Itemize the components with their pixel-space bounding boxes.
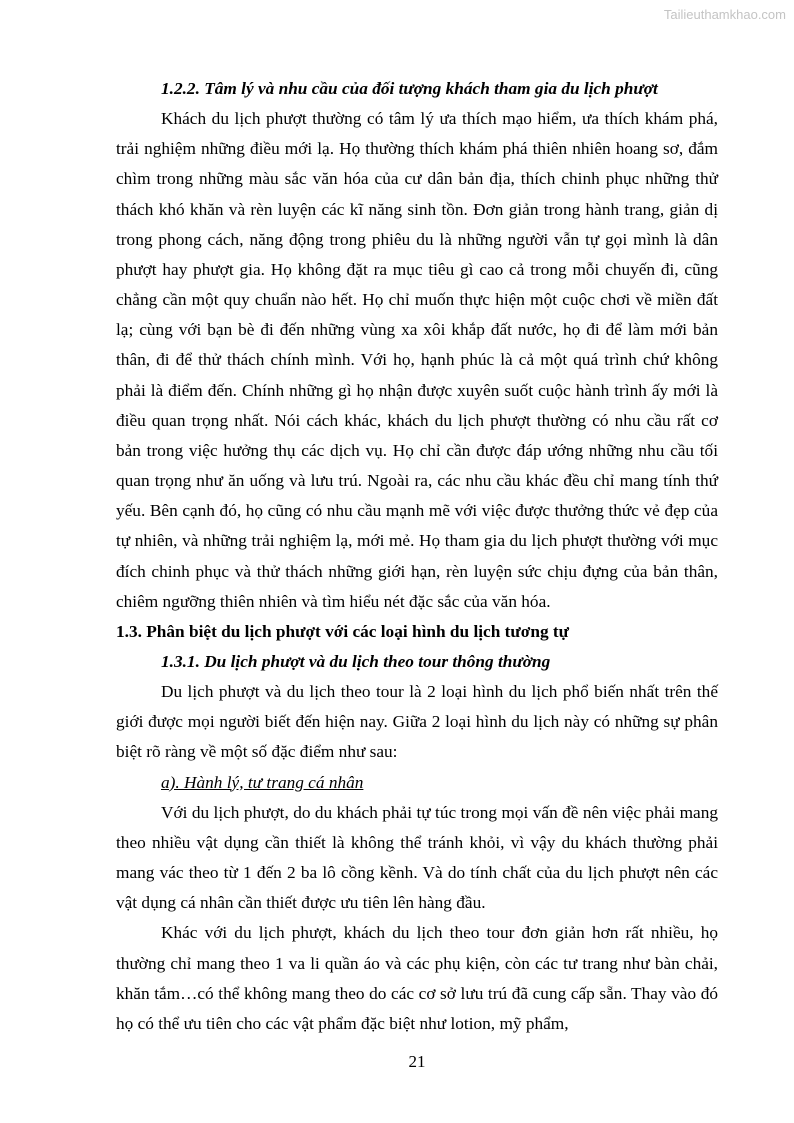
- section-heading-1-2-2: 1.2.2. Tâm lý và nhu cầu của đối tượng khách tham gia du lịch phượt: [161, 79, 658, 98]
- section-heading-1-3: 1.3. Phân biệt du lịch phượt với các loại hình du lịch tương tự: [116, 621, 570, 641]
- section-heading-1-3-1: 1.3.1. Du lịch phượt và du lịch theo tour thông thường: [161, 651, 551, 671]
- paragraph-luggage-backpacker: Với du lịch phượt, do du khách phải tự túc trong mọi vấn đề nên việc phải mang theo nhiều vật dụng cần thiết là không thể tránh khỏi, vì vậy du khách thường phải mang vác theo từ 1 đến 2 ba lô cồng kềnh. Và do tính chất của du lịch phượt nên các vật dụng cá nhân cần thiết được ưu tiên lên hàng đầu.: [116, 802, 718, 913]
- paragraph-luggage-tour: Khác với du lịch phượt, khách du lịch theo tour đơn giản hơn rất nhiều, họ thường chỉ mang theo 1 va li quần áo và các phụ kiện, còn các tư trang như bàn chải, khăn tắm…có thể không mang theo do các cơ sở lưu trú đã cung cấp sẵn. Thay vào đó họ có thể ưu tiên cho các vật phẩm đặc biệt như lotion, mỹ phẩm,: [116, 923, 718, 1033]
- paragraph-intro: Du lịch phượt và du lịch theo tour là 2 loại hình du lịch phổ biến nhất trên thế giới được mọi người biết đến hiện nay. Giữa 2 loại hình du lịch này có những sự phân biệt rõ ràng về một số đặc điểm như sau:: [116, 682, 718, 762]
- page-number: 21: [408, 1052, 426, 1071]
- subheading-luggage: a). Hành lý, tư trang cá nhân: [161, 772, 364, 792]
- watermark: Tailieuthamkhao.com: [663, 7, 786, 22]
- paragraph-psychology: Khách du lịch phượt thường có tâm lý ưa thích mạo hiểm, ưa thích khám phá, trải nghiệm những điều mới lạ. Họ thường thích khám phá thiên nhiên hoang sơ, đắm chìm trong những màu sắc văn hóa của cư dân bản địa, thích chinh phục những thử thách khó khăn và rèn luyện các kĩ năng sinh tồn. Đơn giản trong hành trang, giản dị trong phong cách, năng động trong phiêu du là những người vẫn tự gọi mình là dân phượt hay phượt gia. Họ không đặt ra mục tiêu gì cao cả trong mỗi chuyến đi, cũng chẳng cần một quy chuẩn nào hết. Họ chỉ muốn thực hiện một cuộc chơi về miền đất lạ; cùng với bạn bè đi đến những vùng xa xôi khắp đất nước, họ đi để làm mới bản thân, đi để thử thách chính mình. Với họ, hạnh phúc là cả một quá trình chứ không phải là điểm đến. Chính những gì họ nhận được xuyên suốt cuộc hành trình ấy mới là điều quan trọng nhất. Nói cách khác, khách du lịch phượt thường có nhu cầu rất cơ bản trong việc hưởng thụ các dịch vụ. Họ chỉ cần được đáp ướng những nhu cầu tối quan trọng như ăn uống và lưu trú. Ngoài ra, các nhu cầu khác đều chỉ mang tính thứ yếu. Bên cạnh đó, họ cũng có nhu cầu mạnh mẽ với việc được thưởng thức vẻ đẹp của tự nhiên, và những trải nghiệm lạ, mới mẻ. Họ tham gia du lịch phượt thường với mục đích chinh phục và thử thách những giới hạn, rèn luyện sức chịu đựng của bản thân, chiêm ngưỡng thiên nhiên và tìm hiểu nét đặc sắc của văn hóa.: [116, 109, 718, 611]
- document-body: [116, 74, 718, 1039]
